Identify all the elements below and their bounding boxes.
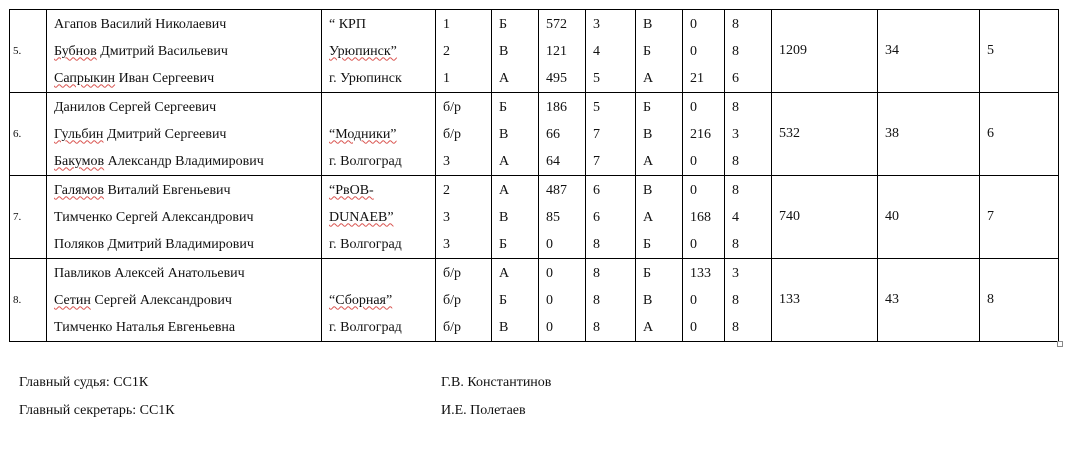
points-2-cell [683, 259, 725, 342]
group-cell [492, 10, 539, 93]
group: В [499, 319, 509, 335]
points: 0 [546, 265, 553, 281]
points-2: 168 [690, 209, 711, 225]
member-name: Бакумов Александр Владимирович [54, 153, 264, 169]
rank: 1 [443, 16, 450, 32]
team-number: 8. [13, 294, 22, 306]
group-2: Б [643, 99, 652, 115]
place: 4 [593, 43, 600, 59]
table-row [10, 93, 1059, 176]
table-row [10, 176, 1059, 259]
team-total: 740 [779, 209, 800, 224]
place-cell [586, 176, 636, 259]
points-2-cell [683, 10, 725, 93]
group: В [499, 209, 509, 225]
group: Б [499, 99, 508, 115]
team-sum-places: 34 [885, 43, 899, 58]
points-2: 216 [690, 126, 711, 142]
team-total-cell [772, 93, 878, 176]
points-2: 21 [690, 70, 704, 86]
points-cell [539, 259, 586, 342]
group-2: Б [643, 236, 652, 252]
team-number: 5. [13, 45, 22, 57]
rank: б/р [443, 265, 462, 281]
points: 66 [546, 126, 560, 142]
place-2: 8 [732, 16, 739, 32]
rank: б/р [443, 292, 462, 308]
member-name: Бубнов Дмитрий Васильевич [54, 43, 228, 59]
place-cell [586, 93, 636, 176]
member-name: Сапрыкин Иван Сергеевич [54, 70, 215, 86]
points: 572 [546, 16, 567, 32]
group: В [499, 126, 509, 142]
team-total: 1209 [779, 43, 807, 58]
rank-cell [436, 259, 492, 342]
team-sum-places-cell [878, 176, 980, 259]
place-2: 8 [732, 153, 739, 169]
rank: 1 [443, 70, 450, 86]
group-2-cell [636, 259, 683, 342]
team-line [329, 94, 435, 121]
team-number-cell [10, 259, 47, 342]
rank: б/р [443, 319, 462, 335]
points-2: 0 [690, 292, 697, 308]
team-sum-places: 43 [885, 292, 899, 307]
group-2: А [643, 70, 654, 86]
points-2-cell [683, 176, 725, 259]
team-line: “Модники” [329, 126, 397, 142]
group: В [499, 43, 509, 59]
team-line: г. Урюпинск [329, 70, 402, 86]
team-final-place: 8 [987, 292, 994, 307]
place: 3 [593, 16, 600, 32]
group: А [499, 182, 510, 198]
chief-judge-label: Главный судья: СС1К [19, 375, 149, 390]
group: Б [499, 292, 508, 308]
points: 85 [546, 209, 560, 225]
member-name: Поляков Дмитрий Владимирович [54, 236, 254, 252]
group-2: В [643, 16, 653, 32]
team-line: “PвOB- [329, 182, 374, 198]
team-total: 133 [779, 292, 800, 307]
member-name: Агапов Василий Николаевич [54, 16, 227, 32]
member-name-cell [47, 259, 322, 342]
group-cell [492, 176, 539, 259]
points-cell [539, 10, 586, 93]
group: А [499, 70, 510, 86]
group-2: В [643, 292, 653, 308]
chief-secretary-name: И.Е. Полетаев [441, 403, 526, 418]
rank: 2 [443, 43, 450, 59]
team-total-cell [772, 10, 878, 93]
place-2-cell [725, 93, 772, 176]
table-row [10, 10, 1059, 93]
place-2: 8 [732, 43, 739, 59]
points-2: 133 [690, 265, 711, 281]
place: 7 [593, 126, 600, 142]
group-2: А [643, 153, 654, 169]
table-row [10, 259, 1059, 342]
member-name: Тимченко Сергей Александрович [54, 209, 254, 225]
rank: б/р [443, 126, 462, 142]
rank: 2 [443, 182, 450, 198]
place: 6 [593, 209, 600, 225]
team-line [329, 260, 435, 287]
team-line-cell [322, 10, 436, 93]
member-name: Данилов Сергей Сергеевич [54, 99, 217, 115]
team-sum-places: 40 [885, 209, 899, 224]
place: 8 [593, 319, 600, 335]
team-final-place: 5 [987, 43, 994, 58]
team-final-place: 6 [987, 126, 994, 141]
group-2-cell [636, 93, 683, 176]
team-line: г. Волгоград [329, 319, 402, 335]
team-final-place-cell [980, 259, 1059, 342]
team-total: 532 [779, 126, 800, 141]
group: Б [499, 236, 508, 252]
team-total-cell [772, 176, 878, 259]
group: А [499, 265, 510, 281]
place-2: 8 [732, 236, 739, 252]
points: 121 [546, 43, 567, 59]
team-sum-places: 38 [885, 126, 899, 141]
member-name-cell [47, 176, 322, 259]
rank-cell [436, 10, 492, 93]
place-2: 4 [732, 209, 739, 225]
place-2: 3 [732, 265, 739, 281]
group-2: А [643, 319, 654, 335]
member-name: Павликов Алексей Анатольевич [54, 265, 245, 281]
place-2-cell [725, 10, 772, 93]
group-2: Б [643, 265, 652, 281]
team-line: “Сборная” [329, 292, 393, 308]
points-2: 0 [690, 182, 697, 198]
group-cell [492, 259, 539, 342]
rank-cell [436, 93, 492, 176]
member-name-cell [47, 93, 322, 176]
points-2: 0 [690, 236, 697, 252]
points-cell [539, 176, 586, 259]
group-2-cell [636, 176, 683, 259]
team-number: 7. [13, 211, 22, 223]
group-2: В [643, 182, 653, 198]
place-2-cell [725, 259, 772, 342]
points: 186 [546, 99, 567, 115]
team-line-cell [322, 259, 436, 342]
member-name: Тимченко Наталья Евгеньевна [54, 319, 236, 335]
place-2: 8 [732, 292, 739, 308]
team-line: г. Волгоград [329, 153, 402, 169]
team-line: “ КРП [329, 16, 366, 32]
points-2: 0 [690, 319, 697, 335]
team-final-place-cell [980, 93, 1059, 176]
place: 8 [593, 265, 600, 281]
member-name: Сетин Сергей Александрович [54, 292, 232, 308]
group-2-cell [636, 10, 683, 93]
group-2: В [643, 126, 653, 142]
group: Б [499, 16, 508, 32]
rank-cell [436, 176, 492, 259]
member-name-cell [47, 10, 322, 93]
team-number-cell [10, 93, 47, 176]
chief-secretary-label: Главный секретарь: СС1К [19, 403, 175, 418]
place-cell [586, 259, 636, 342]
group: А [499, 153, 510, 169]
points: 64 [546, 153, 560, 169]
place-2: 3 [732, 126, 739, 142]
team-line: DUNAEB” [329, 209, 394, 225]
rank: б/р [443, 99, 462, 115]
team-sum-places-cell [878, 93, 980, 176]
points-2: 0 [690, 153, 697, 169]
points-2: 0 [690, 99, 697, 115]
place-2: 8 [732, 319, 739, 335]
results-table [9, 9, 1059, 342]
chief-judge-name: Г.В. Константинов [441, 375, 552, 390]
team-line: г. Волгоград [329, 236, 402, 252]
rank: 3 [443, 236, 450, 252]
group-2: А [643, 209, 654, 225]
team-line-cell [322, 93, 436, 176]
points-2: 0 [690, 16, 697, 32]
team-final-place: 7 [987, 209, 994, 224]
team-line-cell [322, 176, 436, 259]
team-total-cell [772, 259, 878, 342]
team-number-cell [10, 10, 47, 93]
group-cell [492, 93, 539, 176]
team-line: Урюпинск” [329, 43, 397, 59]
place: 8 [593, 292, 600, 308]
place-2: 6 [732, 70, 739, 86]
points: 0 [546, 236, 553, 252]
place: 5 [593, 70, 600, 86]
team-number: 6. [13, 128, 22, 140]
place: 8 [593, 236, 600, 252]
place: 5 [593, 99, 600, 115]
team-final-place-cell [980, 176, 1059, 259]
points-2-cell [683, 93, 725, 176]
table-resize-handle[interactable] [1057, 341, 1063, 347]
place-2: 8 [732, 99, 739, 115]
team-sum-places-cell [878, 10, 980, 93]
team-sum-places-cell [878, 259, 980, 342]
member-name: Галямов Виталий Евгеньевич [54, 182, 231, 198]
place: 7 [593, 153, 600, 169]
team-number-cell [10, 176, 47, 259]
points: 0 [546, 292, 553, 308]
team-final-place-cell [980, 10, 1059, 93]
place: 6 [593, 182, 600, 198]
rank: 3 [443, 209, 450, 225]
rank: 3 [443, 153, 450, 169]
group-2: Б [643, 43, 652, 59]
place-2-cell [725, 176, 772, 259]
points-2: 0 [690, 43, 697, 59]
points: 487 [546, 182, 567, 198]
points: 495 [546, 70, 567, 86]
place-cell [586, 10, 636, 93]
points-cell [539, 93, 586, 176]
place-2: 8 [732, 182, 739, 198]
points: 0 [546, 319, 553, 335]
member-name: Гульбин Дмитрий Сергеевич [54, 126, 227, 142]
